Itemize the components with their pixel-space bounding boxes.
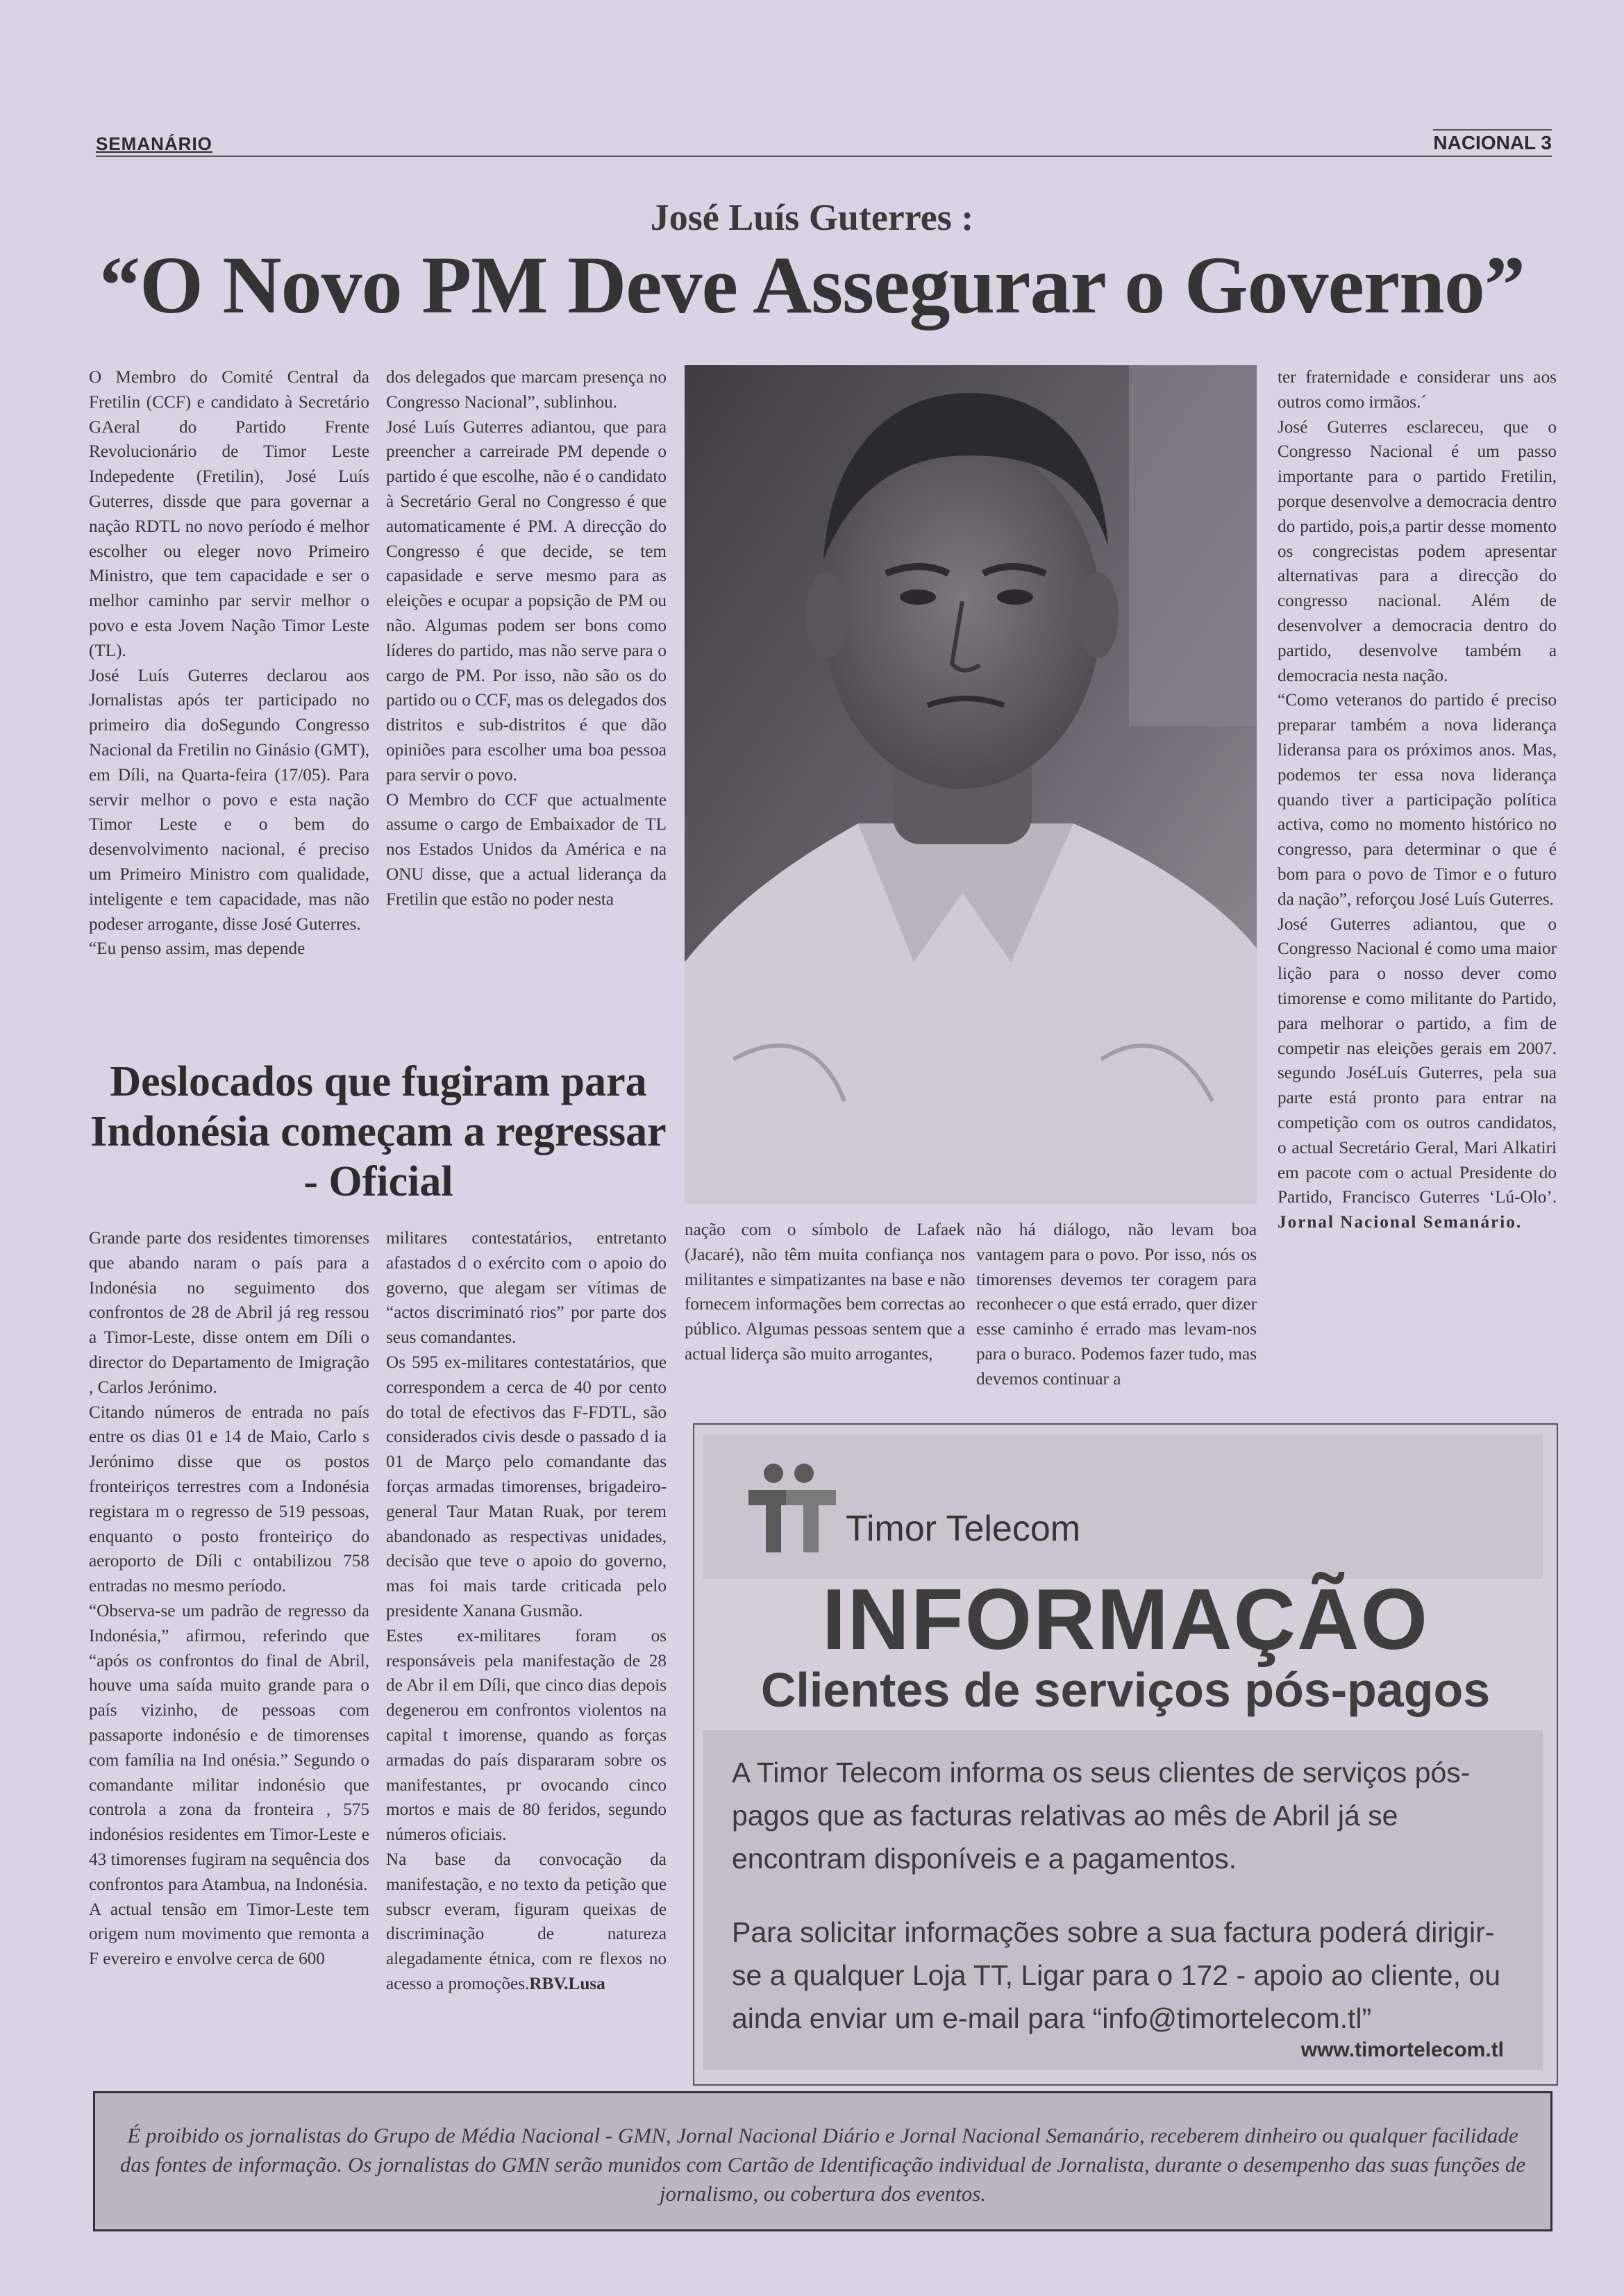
paragraph: Os 595 ex-militares contestatários, que correspondem a cerca de 40 por cento do total de efectivos das F-FDTL, são considerados civis desde o passado d ia 01 de Março pelo comandante das forças armadas timorenses, brigadeiro-general Taur Matan Ruak, por terem abandonado as respectivas unidades, decisão que teve o apoio do governo, mas foi mais tarde criticada pelo presidente Xanana Gusmão. [386, 1352, 667, 1620]
portrait-photo [685, 365, 1257, 1204]
paragraph: não há diálogo, não levam boa vantagem para o povo. Por isso, nós os timorenses devemos ter coragem para reconhecer o que está errado, quer dizer esse caminho é errado mas levam-nos para o buraco. Podemos fazer tudo, mas devemos continuar a [976, 1221, 1257, 1389]
disclaimer-box [93, 2091, 1552, 2231]
paragraph: O Membro do Comité Central da Fretilin (CCF) e candidato à Secretário GAeral do Partido Frente Revolucionário de Timor Leste Indepedente (Fretilin), José Luís Guterres, dissde que para governar a nação RDTL no novo período é melhor escolher ou eleger novo Primeiro Ministro, que tem capacidade e ser o melhor caminho par servir melhor o povo e esta Jovem Nação Timor Leste (TL). [89, 368, 369, 660]
disclaimer-text: É proibido os jornalistas do Grupo de Média Nacional - GMN, Jornal Nacional Diário e Jornal Nacional Semanário, receberem dinheiro ou qualquer facilidade das fontes de informação. Os jornalistas do GMN serão munidos com Cartão de Identificação individual de Jornalista, durante o desempenho das suas funções de jornalismo, ou cobertura dos eventos. [119, 2123, 1526, 2206]
paragraph-text: José Guterres adiantou, que o Congresso Nacional é como uma maior lição para o nosso dever como timorense e como militante do Partido, para melhorar o partido, a fim de competir nas eleições gerais em 2007. segundo JoséLuís Guterres, pela sua parte está pronto para entrar na competição com os outros candidatos, o actual Secretário Geral, Mari Alkatiri em pacote com o actual Presidente do Partido, Francisco Guterres ‘Lú-Olo’. [1278, 914, 1557, 1207]
byline: Jornal Nacional Semanário. [1278, 1213, 1523, 1232]
second-article-column-1 [89, 1226, 369, 1972]
section-page-label: NACIONAL 3 [1433, 129, 1552, 154]
ad-brand-name: Timor Telecom [846, 1509, 1081, 1549]
main-article-column-1 [89, 365, 369, 962]
paragraph: José Luís Guterres declarou aos Jornalistas após ter participado no primeiro dia doSegundo Congresso Nacional da Fretilin no Ginásio (GMT), em Díli, na Quarta-feira (17/05). Para servir melhor o povo e esta nação Timor Leste e o bem do desenvolvimento nacional, é preciso um Primeiro Ministro com qualidade, inteligente e tem capacidade, mas não podeser arrogante, disse José Guterres. [89, 666, 369, 934]
ad-title: INFORMAÇÃO [821, 1572, 1430, 1668]
paragraph-text: Na base da convocação da manifestação, e no texto da petição que subscr everam, figuram queixas de discriminação de natureza alegadamente étnica, com re flexos no acesso a promoções. [386, 1850, 667, 1993]
timor-telecom-advertisement [693, 1423, 1558, 2086]
paragraph: A actual tensão em Timor-Leste tem origem num movimento que remonta a F evereiro e envolve cerca de 600 [89, 1900, 369, 1969]
paragraph: “Eu penso assim, mas depende [89, 939, 305, 959]
paragraph [386, 1847, 667, 1997]
ad-paragraph: Para solicitar informações sobre a sua factura poderá dirigir-se a qualquer Loja TT, Ligar para o 172 - apoio ao cliente, ou ainda enviar um e-mail para “info@timortelecom.tl” [732, 1916, 1500, 2034]
timor-telecom-logo-icon [743, 1459, 840, 1557]
second-article-headline: Deslocados que fugiram para Indonésia começam a regressar - Oficial [90, 1058, 667, 1205]
paragraph: militares contestatários, entretanto afastados d o exército com o apoio do governo, que alegam ser vítimas de “actos discriminató rios” por parte dos seus comandantes. [386, 1229, 667, 1348]
paragraph [1278, 912, 1557, 1235]
ad-body-panel [703, 1730, 1543, 2070]
paragraph: O Membro do CCF que actualmente assume o cargo de Embaixador de TL nos Estados Unidos da América e na ONU disse, que a actual liderança da Fretilin que estão no poder nesta [386, 790, 667, 909]
paragraph: José Guterres esclareceu, que o Congresso Nacional é um passo importante para o partido Fretilin, porque desenvolve a democracia dentro do partido, pois,a partir desse momento os congrecistas podem apresentar alternativas para a direcção do congresso nacional. Além de desenvolver a democracia dentro do partido, desenvolve também a democracia nesta nação. [1278, 417, 1557, 685]
article-headline: “O Novo PM Deve Assegurar o Governo” [99, 240, 1525, 330]
second-article-column-2 [386, 1226, 667, 1997]
article-kicker: José Luís Guterres : [650, 196, 974, 238]
main-article-column-3a [685, 1218, 965, 1367]
paragraph: José Luís Guterres adiantou, que para preencher a carreirade PM depende o partido é que escolhe, não é o candidato à Secretário Geral no Congresso é que automaticamente é PM. A direcção do Congresso é que decide, se tem capasidade e serve mesmo para as eleições e ocupar a popsição de PM ou não. Algumas podem ser bons como líderes do partido, mas não serve para o cargo de PM. Por isso, não são os do partido ou o CCF, mas os delegados dos distritos e sub-distritos é que dão opiniões para escolher uma boa pessoa para servir o povo. [386, 417, 667, 785]
paragraph: Grande parte dos residentes timorenses que abando naram o país para a Indonésia no seguimento dos confrontos de 28 de Abril já reg ressou a Timor-Leste, disse ontem em Díli o director do Departamento de Imigração , Carlos Jerónimo. [89, 1229, 369, 1397]
main-article-column-2 [386, 365, 667, 912]
paragraph: Estes ex-militares foram os responsáveis pela manifestação de 28 de Abr il em Díli, que cinco dias depois degenerou em confrontos violentos na capital t imorense, quando as forças armadas do país dispararam sobre os manifestantes, pr ovocando cinco mortos e mais de 80 feridos, segundo números oficiais. [386, 1626, 667, 1845]
paragraph: “Como veteranos do partido é preciso preparar também a nova liderança lideransa para os próximos anos. Mas, podemos ter essa nova liderança quando tiver a participação política activa, como no momento histórico no congresso, para determinar o que é bom para o povo de Timor e o futuro da nação”, reforçou José Luís Guterres. [1278, 691, 1557, 909]
paragraph: nação com o símbolo de Lafaek (Jacaré), não têm muita confiança nos militantes e simpatizantes na base e não fornecem informações bem correctas ao público. Algumas pessoas sentem que a actual liderça são muito arrogantes, [685, 1221, 965, 1364]
ad-website: www.timortelecom.tl [1300, 2038, 1504, 2061]
ad-subtitle: Clientes de serviços pós-pagos [760, 1663, 1491, 1717]
paragraph: dos delegados que marcam presença no Congresso Nacional”, sublinhou. [386, 368, 667, 412]
ad-paragraph: A Timor Telecom informa os seus clientes de serviços pós-pagos que as facturas relativas ao mês de Abril já se encontram disponíveis e a pagamentos. [732, 1757, 1471, 1875]
portrait-image [685, 365, 1257, 1204]
byline: RBV.Lusa [529, 1974, 605, 1993]
paragraph: “Observa-se um padrão de regresso da Indonésia,” afirmou, referindo que “após os confrontos do final de Abril, houve uma saída muito grande para o país vizinho, de pessoas com passaporte indonésio e de timorenses com família na Ind onésia.” Segundo o comandante militar indonésio que controla a zona da fronteira , 575 indonésios residentes em Timor-Leste e 43 timorenses fugiram na sequência dos confrontos para Atambua, na Indonésia. [89, 1601, 369, 1894]
header-rule [96, 156, 1552, 157]
paragraph: ter fraternidade e considerar uns aos outros como irmãos.´ [1278, 368, 1557, 412]
main-article-column-4 [1278, 365, 1557, 1235]
main-article-column-3b [976, 1218, 1257, 1392]
paragraph: Citando números de entrada no país entre os dias 01 e 14 de Maio, Carlo s Jerónimo disse que os postos fronteiriços terrestres com a Indonésia registara m o regresso de 519 pessoas, enquanto o posto fronteiriço do aeroporto de Díli c ontabilizou 758 entradas no mesmo período. [89, 1402, 369, 1596]
publication-name: SEMANÁRIO [96, 133, 212, 154]
